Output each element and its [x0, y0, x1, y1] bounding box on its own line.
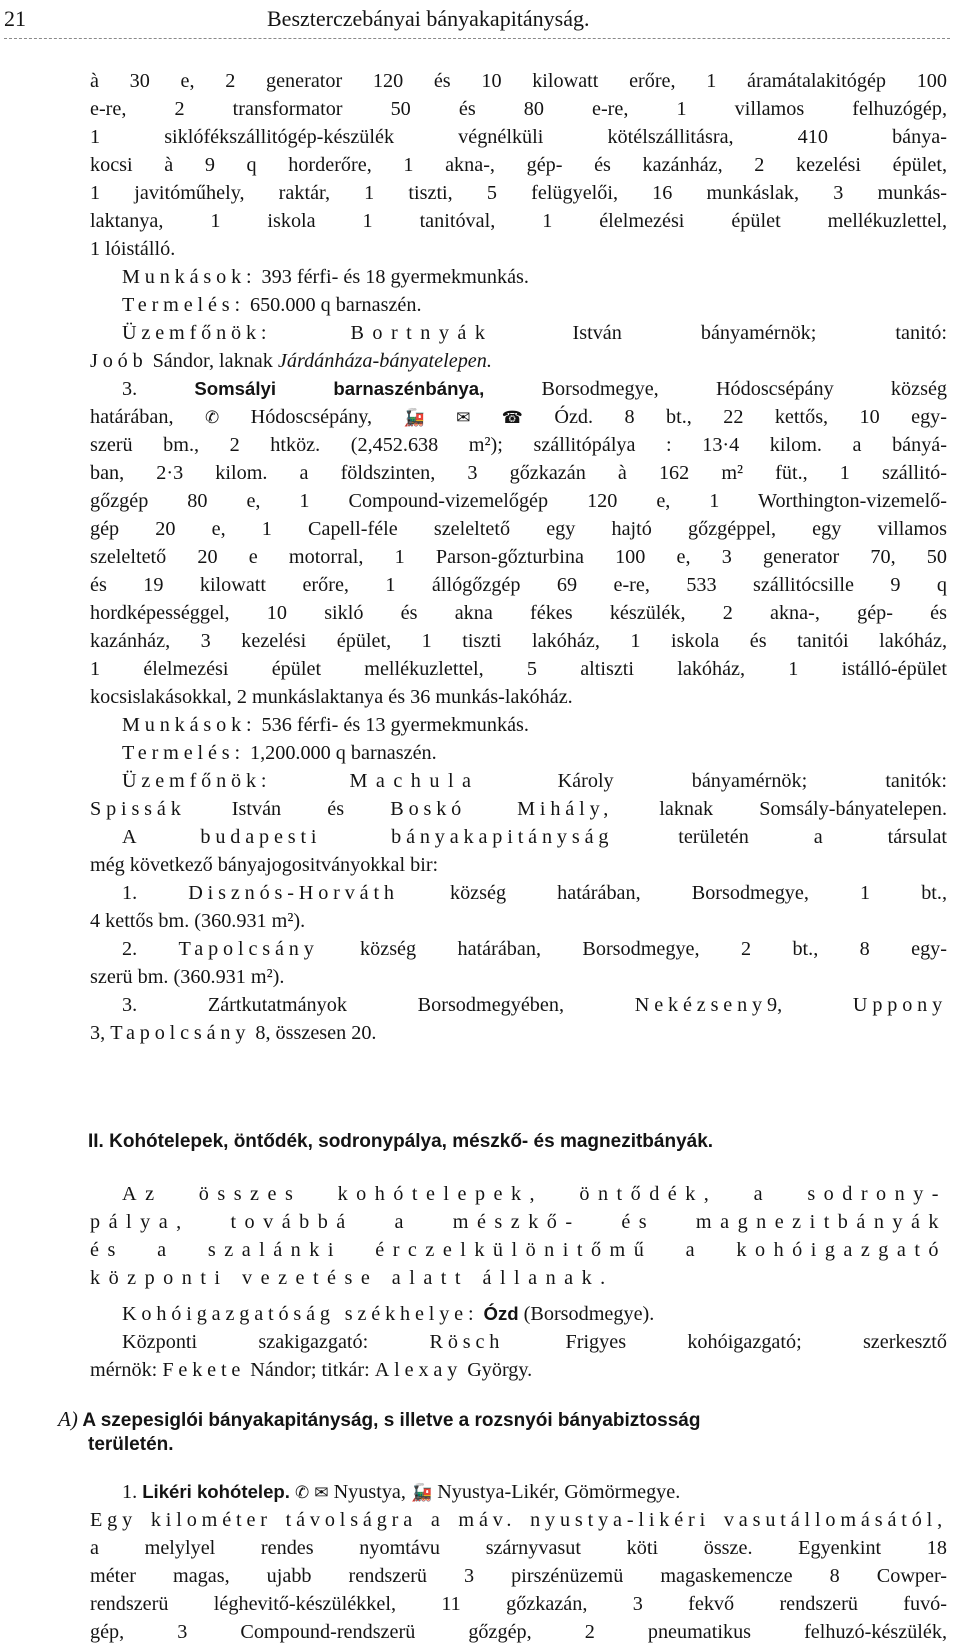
label-termeles: Termelés:: [122, 742, 245, 764]
list-item: [122, 879, 947, 907]
entry-number: 3.: [122, 378, 138, 400]
text-segment: 9,: [766, 994, 783, 1016]
text-line: laktanya, 1 iskola 1 tanitóval, 1 élelmezési épület mellékuzlettel,: [90, 210, 947, 232]
text-line: 1 élelmezési épület mellékuzlettel, 5 altiszti lakóház, 1 istálló-épület: [90, 658, 947, 680]
text-segment: Ózd. 8 bt., 22 kettős, 10 egy-: [554, 406, 947, 428]
workers-line: [122, 711, 947, 739]
place-name: Nekézseny: [634, 994, 767, 1016]
text-segment: A: [122, 826, 136, 848]
text-segment: laknak Somsály-bányatelepen.: [659, 798, 947, 820]
text-segment: Frigyes kohóigazgató; szerkesztő: [565, 1331, 947, 1353]
place-name: Disznós-Horváth: [188, 882, 399, 904]
location-text: Borsodmegye, Hódoscsépány község: [541, 378, 947, 400]
subsection-title: A szepesiglói bányakapitányság, s illetve a rozsnyói bányabiztosság: [82, 1410, 701, 1431]
text-line: [90, 795, 947, 823]
person-name: Spissák: [90, 798, 186, 820]
text-line: 1 siklófékszállitógép-készülék végnélküli kötélszállitásra, 410 bánya-: [90, 126, 947, 148]
label-seat: Kohóigazgatóság székhelye:: [122, 1303, 479, 1325]
text-line: [90, 1019, 947, 1047]
list-item: [122, 991, 947, 1019]
text-segment: Nándor; titkár:: [250, 1359, 370, 1381]
person-name: Joób: [90, 350, 148, 372]
telegraph-icon: ✆: [204, 408, 220, 428]
text-line: központi vezetése alatt állanak.: [90, 1267, 614, 1289]
item-number: 2.: [122, 938, 138, 960]
text-segment: területén a társulat: [678, 826, 947, 848]
text-line: [90, 347, 947, 375]
text-segment: (Borsodmegye).: [523, 1303, 655, 1325]
text-line: kazánház, 3 kezelési épület, 1 tiszti lakóház, 1 iskola és tanitói lakóház,: [90, 630, 947, 652]
text-line: pálya, továbbá a mészkő- és magnezitbányák: [90, 1211, 947, 1233]
text-line: Az összes kohótelepek, öntődék, a sodrony-: [122, 1183, 947, 1205]
text-segment: 3. Zártkutatmányok Borsodmegyében,: [122, 994, 565, 1016]
label-munkasok: Munkások:: [122, 714, 257, 736]
text-line: szerü bm., 2 htköz. (2,452.638 m²); szállitópálya : 13·4 kilom. a bányá-: [90, 434, 947, 456]
seat-line: [122, 1300, 947, 1328]
text-segment: mérnök:: [90, 1359, 158, 1381]
text-segment: 8, összesen 20.: [255, 1022, 377, 1044]
manager-line: [122, 319, 947, 347]
person-name: Rösch: [429, 1331, 505, 1353]
text-segment: Központi szakigazgató:: [122, 1331, 369, 1353]
text-segment: Nyustya-Likér, Gömörmegye.: [437, 1481, 681, 1503]
place-name: Tapolcsány: [178, 938, 319, 960]
telephone-icon: ☎: [501, 408, 523, 428]
manager-detail: István bányamérnök; tanitó:: [572, 322, 947, 344]
text-line: 1 lóistálló.: [90, 238, 176, 260]
plant-name: Likéri kohótelep.: [142, 1481, 290, 1502]
text-line: gép 20 e, 1 Capell-féle szeleltető egy hajtó gőzgéppel, egy villamos: [90, 518, 947, 540]
text-segment: Hódoscsépány,: [250, 406, 373, 428]
text-line: Egy kilométer távolságra a máv. nyustya-likéri vasutállomásától,: [90, 1509, 947, 1531]
text-line: 4 kettős bm. (360.931 m²).: [90, 910, 306, 932]
workers-line: [122, 263, 947, 291]
page-header: [4, 2, 950, 36]
text-line: méter magas, ujabb rendszerü 3 pirszénüzemü magaskemencze 8 Cowper-: [90, 1565, 947, 1587]
text-line: kocsi à 9 q horderőre, 1 akna-, gép- és kazánház, 2 kezelési épület,: [90, 154, 947, 176]
person-name: Alexay: [374, 1359, 463, 1381]
manager-detail: Károly bányamérnök; tanitók:: [557, 770, 947, 792]
label-uzemfonok: Üzemfőnök:: [122, 322, 272, 344]
place-name: Járdánháza-bányatelepen.: [277, 350, 492, 372]
production-value: 650.000 q barnaszén.: [249, 294, 422, 316]
text-line: ban, 2·3 kilom. a földszinten, 3 gőzkazán à 162 m² füt., 1 szállitó-: [90, 462, 947, 484]
subsection-heading-cont: területén.: [88, 1434, 174, 1455]
text-line: [122, 1328, 947, 1356]
person-name: Boskó Mihály,: [390, 798, 614, 820]
text-line: a melylyel rendes nyomtávu szárnyvasut köti össze. Egyenkint 18: [90, 1537, 947, 1559]
running-title: Beszterczebányai bányakapitányság.: [267, 6, 590, 31]
telegraph-icon: ✆: [295, 1483, 310, 1503]
section-heading: II. Kohótelepek, öntődék, sodronypálya, mészkő- és magnezitbányák.: [88, 1131, 714, 1152]
person-name: Fekete: [162, 1359, 246, 1381]
text-line: rendszerü léghevitő-készülékkel, 11 gőzkazán, 3 fekvő rendszerü fuvó-: [90, 1593, 947, 1615]
post-office-icon: ✉: [314, 1483, 329, 1503]
label-munkasok: Munkások:: [122, 266, 257, 288]
text-line: még következő bányajogositványokkal bir:: [90, 854, 439, 876]
text-line: [90, 403, 947, 431]
item-number: 1.: [122, 882, 138, 904]
production-line: [122, 291, 947, 319]
text-segment: határában,: [90, 406, 174, 428]
text-segment: 3,: [90, 1022, 106, 1044]
label-termeles: Termelés:: [122, 294, 245, 316]
entry-number: 1.: [122, 1481, 138, 1503]
text-line: és 19 kilowatt erőre, 1 állógőzgép 69 e-re, 533 szállitócsille 9 q: [90, 574, 947, 596]
text-line: és a szalánki érczelkülönitőmű a kohóigazgató: [90, 1239, 947, 1261]
text-segment: István és: [231, 798, 345, 820]
entry-heading-line: [122, 375, 947, 403]
text-line: szerü bm. (360.931 m²).: [90, 966, 285, 988]
text-line: [90, 1356, 947, 1384]
person-name: Machula: [349, 770, 480, 792]
production-line: [122, 739, 947, 767]
text-segment: György.: [467, 1359, 533, 1381]
text-segment: község határában, Borsodmegye, 2 bt., 8 egy-: [360, 938, 947, 960]
post-office-icon: ✉: [456, 408, 471, 428]
subsection-letter: A): [58, 1407, 78, 1431]
workers-value: 393 férfi- és 18 gyermekmunkás.: [261, 266, 529, 288]
page-number: 21: [4, 6, 26, 31]
mine-name: Somsályi barnaszénbánya,: [194, 378, 485, 399]
text-line: szeleltető 20 e motorral, 1 Parson-gőzturbina 100 e, 3 generator 70, 50: [90, 546, 947, 568]
text-segment: község határában, Borsodmegye, 1 bt.,: [449, 882, 947, 904]
list-item: [122, 935, 947, 963]
label-uzemfonok: Üzemfőnök:: [122, 770, 272, 792]
place-name: Uppony: [852, 994, 947, 1016]
text-line: [122, 823, 947, 851]
entry-heading-line: [122, 1478, 947, 1506]
text-line: hordképességgel, 10 sikló és akna fékes készülék, 2 akna-, gép- és: [90, 602, 947, 624]
text-line: gőzgép 80 e, 1 Compound-vizemelőgép 120 e, 1 Worthington-vizemelő-: [90, 490, 947, 512]
header-rule: [4, 38, 950, 39]
text-line: gép, 3 Compound-rendszerü gőzgép, 2 pneumatikus felhuzó-készülék,: [90, 1621, 947, 1643]
text-segment: Sándor, laknak: [152, 350, 273, 372]
production-value: 1,200.000 q barnaszén.: [249, 742, 437, 764]
railway-station-icon: 🚂: [403, 408, 425, 428]
place-name: Tapolcsány: [110, 1022, 251, 1044]
person-name: Bortnyák: [350, 322, 494, 344]
text-segment: Nyustya,: [333, 1481, 406, 1503]
authority-name: budapesti bányakapitányság: [200, 826, 614, 848]
text-line: kocsislakásokkal, 2 munkáslaktanya és 36 munkás-lakóház.: [90, 686, 573, 708]
seat-city: Ózd: [483, 1303, 519, 1324]
workers-value: 536 férfi- és 13 gyermekmunkás.: [261, 714, 529, 736]
text-line: 1 javitóműhely, raktár, 1 tiszti, 5 felügyelői, 16 munkáslak, 3 munkás-: [90, 182, 947, 204]
subsection-heading: [58, 1406, 948, 1434]
manager-line: [122, 767, 947, 795]
railway-station-icon: 🚂: [410, 1483, 433, 1503]
text-line: e-re, 2 transformator 50 és 80 e-re, 1 villamos felhuzógép,: [90, 98, 947, 120]
text-line: à 30 e, 2 generator 120 és 10 kilowatt erőre, 1 áramátalakitógép 100: [90, 70, 947, 92]
